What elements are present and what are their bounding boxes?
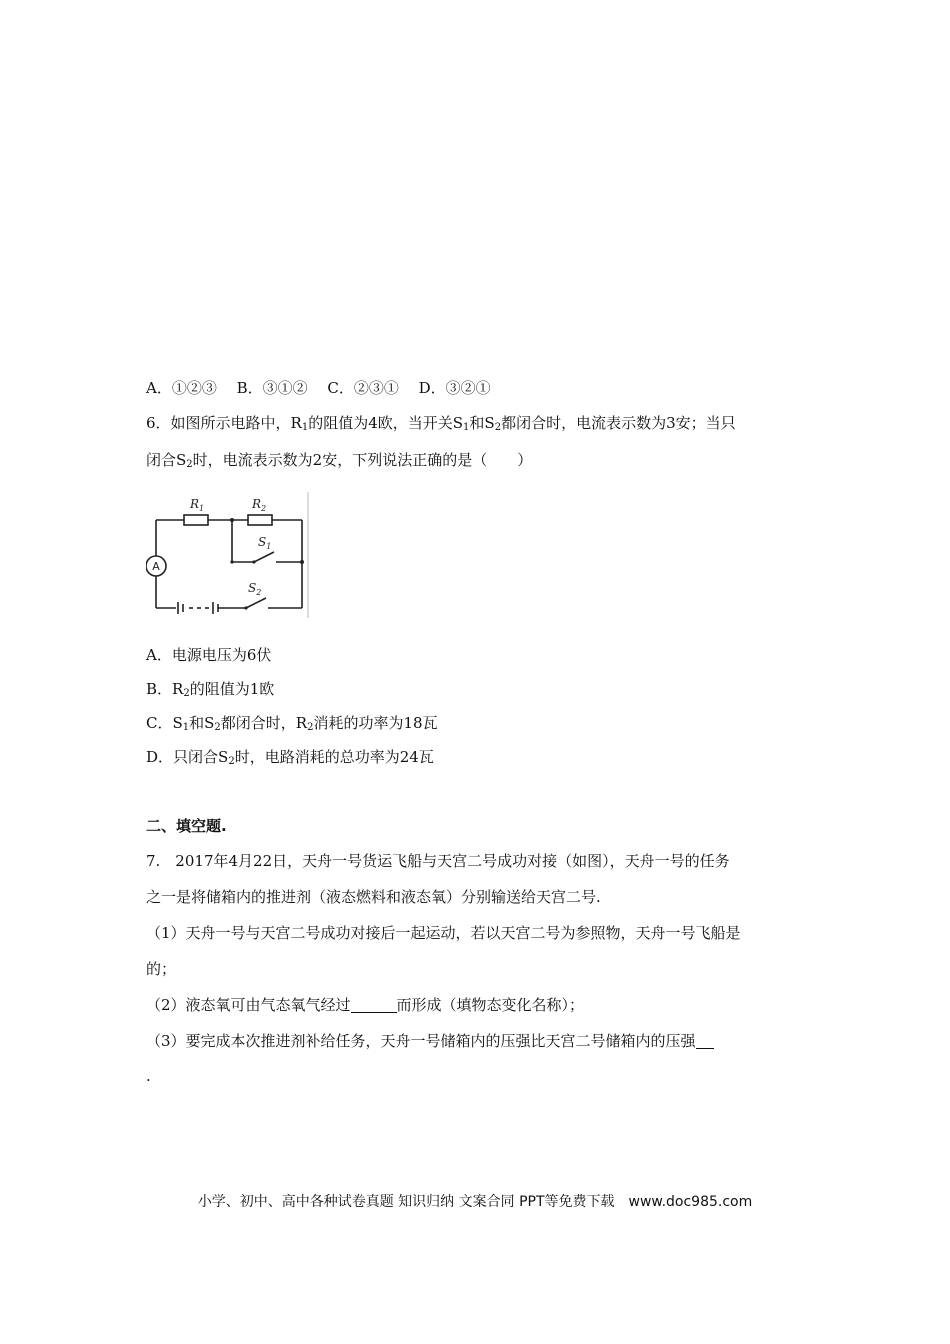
page-footer: 小学、初中、高中各种试卷真题 知识归纳 文案合同 PPT等免费下载 www.doc985.com [197, 1194, 753, 1210]
r2-label: $R_2$ [252, 497, 267, 513]
ammeter-label: A [152, 560, 160, 573]
s2-label: $S_2$ [248, 581, 262, 597]
s1-label: $S_1$ [258, 535, 272, 551]
q7-part1-end: 的； [146, 960, 177, 978]
q7-part2: （2）液态氧可由气态氧气经过 而形成（填物态变化名称）； [146, 996, 585, 1014]
q6-option-b: B．$R_2$的阻值为1欧 [146, 680, 275, 699]
q7-part1: （1）天舟一号与天宫二号成功对接后一起运动，若以天宫二号为参照物，天舟一号飞船是 [146, 924, 741, 942]
r1-label: $R_1$ [190, 497, 205, 513]
q7-part3-end: . [146, 1067, 151, 1085]
q6-option-d: D．只闭合$S_2$时，电路消耗的总功率为24瓦 [146, 748, 434, 767]
q7-stem-line2: 之一是将储箱内的推进剂（液态燃料和液态氧）分别输送给天宫二号. [146, 888, 601, 906]
q6-stem-line2: 闭合$S_2$时，电流表示数为2安，下列说法正确的是（ ） [146, 451, 533, 470]
q7-part3: （3）要完成本次推进剂补给任务，天舟一号储箱内的压强比天宫二号储箱内的压强 [146, 1031, 714, 1051]
answer-blank [696, 1034, 714, 1049]
circuit-diagram [146, 490, 312, 618]
section-heading: 二、填空题. [146, 817, 227, 835]
answer-blank [351, 998, 397, 1013]
q6-option-a: A．电源电压为6伏 [146, 646, 272, 664]
q6-stem-line1: 6．如图所示电路中，$R_1$的阻值为4欧，当开关$S_1$和$S_2$都闭合时，电流表示数为3安；当只 [146, 414, 736, 433]
q5-options: A．①②③ B．③①② C．②③① D．③②① [146, 379, 491, 397]
q7-stem-line1: 7. 2017年4月22日，天舟一号货运飞船与天宫二号成功对接（如图），天舟一号的任务 [146, 852, 730, 870]
q6-option-c: C．$S_1$和$S_2$都闭合时，$R_2$消耗的功率为18瓦 [146, 714, 438, 733]
